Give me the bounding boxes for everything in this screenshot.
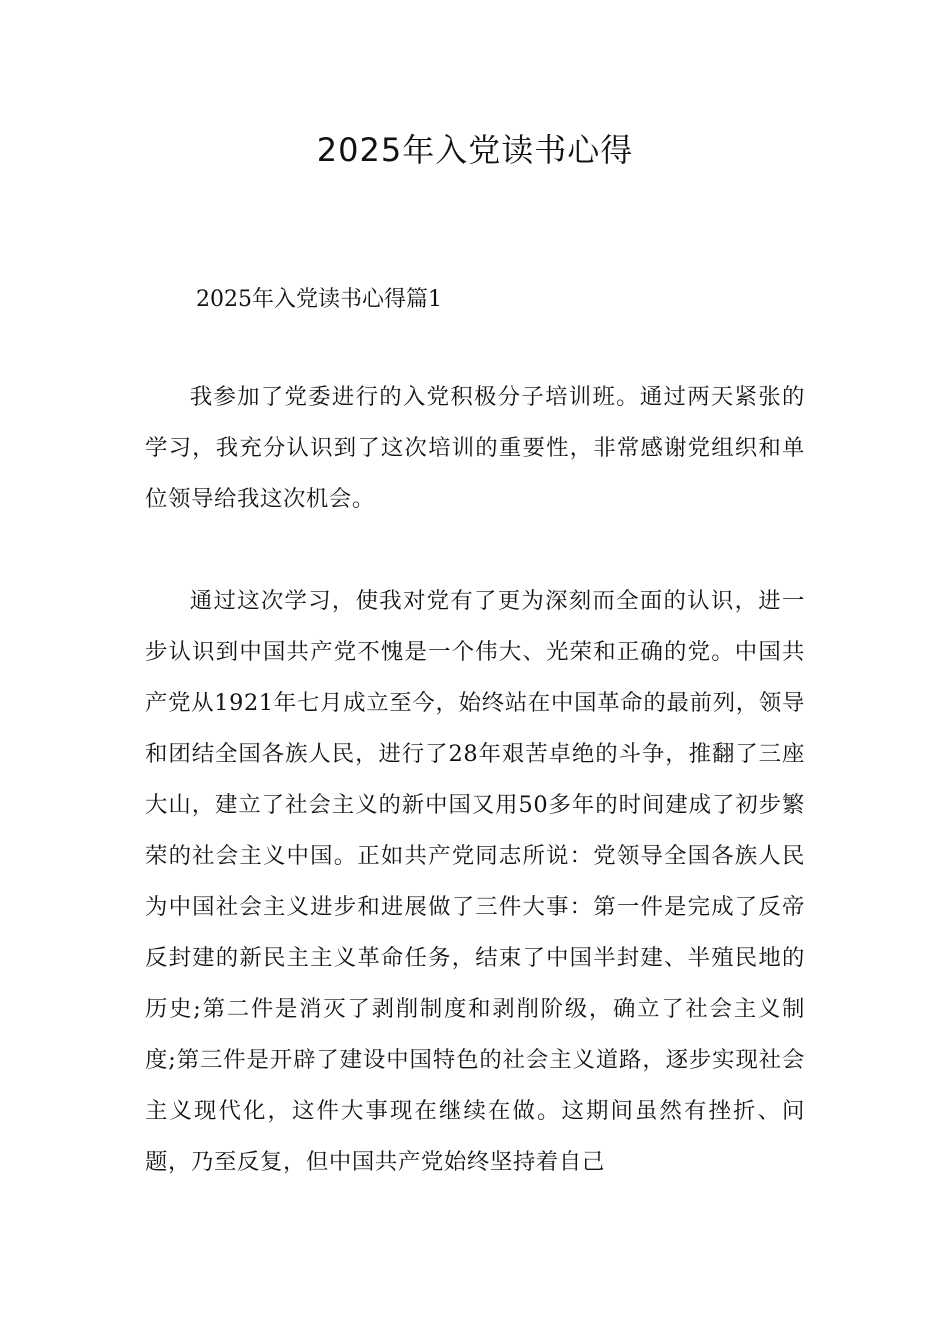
section-heading: 2025年入党读书心得篇1 — [196, 287, 442, 312]
body-paragraph-1: 我参加了党委进行的入党积极分子培训班。通过两天紧张的学习，我充分认识到了这次培训的重要性，非常感谢党组织和单位领导给我这次机会。 — [145, 384, 805, 512]
body-paragraph-2: 通过这次学习，使我对党有了更为深刻而全面的认识，进一步认识到中国共产党不愧是一个伟大、光荣和正确的党。中国共产党从1921年七月成立至今，始终站在中国革命的最前列，领导和团结全国各族人民，进行了28年艰苦卓绝的斗争，推翻了三座大山，建立了社会主义的新中国又用50多年的时间建成了初步繁荣的社会主义中国。正如共产党同志所说：党领导全国各族人民为中国社会主义进步和进展做了三件大事：第一件是完成了反帝反封建的新民主主义革命任务，结束了中国半封建、半殖民地的历史;第二件是消灭了剥削制度和剥削阶级，确立了社会主义制度;第三件是开辟了建设中国特色的社会主义道路，逐步实现社会主义现代化，这件大事现在继续在做。这期间虽然有挫折、问题，乃至反复，但中国共产党始终坚持着自己 — [145, 588, 805, 1175]
document-title: 2025年入党读书心得 — [316, 131, 634, 169]
